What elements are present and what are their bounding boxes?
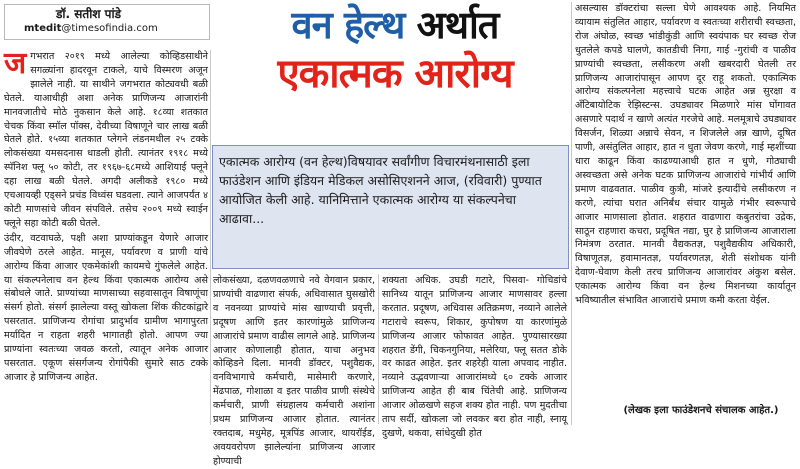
column-1-paragraph-1 (4, 46, 208, 231)
author-email[interactable] (24, 23, 158, 34)
author-name: डॉ. सतीश पांडे (56, 7, 122, 21)
column-3-text: शक्यता अधिक. उघडी गटारे, पिसवा- गोचिडांचे सानिध्य यातून प्राणिजन्य आजार माणसावर हल्ला करतात. प्रदूषण, अधिवास अतिक्रमण, नव्याने आलेले गटाराचे स्वरूप, शिकार, कुपोषण या कारणांमुळे प्राणिजन्य आजार फोफावत आहेत. पुण्यासारख्या शहरात डेंगी, चिकनगुनिया, मलेरिया, फ्लू सतत डोके वर काढत आहेत. इतर शहरेही याला अपवाद नाहीत. नव्याने उद्भवणाऱ्या आजारांमध्ये ६० टक्के आजार प्राणिजन्य आहेत ही बाब चिंतेची आहे. प्राणिजन्य आजार ओळखणे सहज शक्य होत नाही. पण मुदतीचा ताप सर्दी, खोकला जो लवकर बरा होत नाही, स्नायू दुखणे, थकवा, सांधेदुखी होत (382, 275, 567, 439)
author-email-user: mtedit (24, 23, 62, 34)
byline (4, 4, 210, 40)
deck-box (212, 145, 569, 269)
headline-blue-text: वन हेल्थ (291, 3, 405, 47)
headline (215, 2, 575, 100)
column-4-text: असल्यास डॉक्टरांचा सल्ला घेणे आवश्यक आहे. नियमित व्यायाम संतुलित आहार, पर्यावरण व स्वतःच्या शरीराची स्वच्छता, रोज अंघोळ, स्वच्छ भांडीकुंडी आणि स्वयंपाक घर स्वच्छ रोज धुतलेले कपडे घालणे, कातडीची निगा, गाई -गुरांची व पाळीव प्राण्यांची स्वच्छता, लसीकरण अशी खबरदारी घेतली तर प्राणिजन्य आजारांपासून आपण दूर राहू शकतो. एकात्मिक आरोग्य संकल्पनेला महत्त्वाचे घटक आहेत अन्न सुरक्षा व अँटिबायोटिक रेझिस्टन्स. उघड्यावर मिळणारे मांस घोंगावत असणारे पदार्थ न खाणे अत्यंत गरजेचे आहे. मलमूत्राचे उघड्यावर विसर्जन, शिळ्या अन्नाचे सेवन, न शिजलेले अन्न खाणे, दूषित पाणी, असंतुलित आहार, हात न धुता जेवण करणे, गाई म्हशींच्या धारा काढून किंवा काढण्याआधी हात न धुणे, गोठ्याची अस्वच्छता असे अनेक घटक प्राणिजन्य आजारांचे गांभीर्य आणि प्रमाण वाढवतात. पाळीव कुत्री, मांजरे इत्यादींचे लसीकरण न करणे, त्यांचा घरात अनिर्बंध संचार यामुळे गंभीर स्वरूपाचे आजार माणसाला होतात. शहरात वाढणारा कबुतरांचा उद्रेक, साठून राहणारा कचरा, प्रदूषित नद्या, घुर हे प्राणिजन्य आजाराला निमंत्रण ठरतात. मानवी वैद्यकतज्ञ, पशुवैद्यकीय अधिकारी, विषाणूतज्ञ, हवामानतज्ञ, पर्यावरणतज्ञ, शेती संशोधक यांनी देवाण-घेवाण केली तरच प्राणिजन्य आजारांवर अंकुश बसेल. एकात्मक आरोग्य किंवा वन हेल्थ मिशनच्या कार्यातून भविष्यातील संभावित आजारांचे प्रमाण कमी करता येईल. (575, 3, 796, 307)
column-divider (571, 2, 572, 425)
drop-cap: ज (4, 46, 27, 81)
author-email-domain: @timesofindia.com (61, 23, 158, 34)
column-2-text: लोकसंख्या, दळणवळणाचे नवे वेगवान प्रकार, प्राण्यांची वाढणारा संपर्क, अधिवासात घुसखोरी व नवनव्या प्राण्यांचे मांस खाण्याची प्रवृत्ती, प्रदूषण आणि इतर कारणांमुळे प्राणिजन्य आजारांचे प्रमाण वाढीस लागले आहे. प्राणिजन्य आजार कोणालाही होतात, याचा अनुभव कोव्हिडने दिला. मानवी डॉक्टर, पशुवैद्यक, वनविभागाचे कर्मचारी, मासेमारी करणारे, मेंढपाळ, गोशाळा व इतर पाळीव प्राणी संस्थेचे कर्मचारी, प्राणी संग्रहालय कर्मचारी अशांना प्रथम प्राणिजन्य आजार होतात. त्यानंतर रक्तदाब, मधुमेह, मूत्रपिंड आजार, थायरॉईड, अवयवरोपण झालेल्यांना प्राणिजन्य आजार होण्याची (213, 275, 375, 467)
column-divider (378, 274, 379, 424)
column-1-paragraph-2: उंदीर, वटवाघळे, पक्षी अशा प्राण्यांकडून येणारे आजार जीवघेणे ठरले आहेत. मानूस, पर्यावरण व प्राणी यांचे आरोग्य किंवा आजार एकमेकांशी कायमचे गुंफलेले आहेत. या संकल्पनेलाच वन हेल्थ किंवा एकात्मक आरोग्य असे संबोधले जाते. प्राण्यांच्या माणसाच्या सहवासातून विषाणूंचा संसर्ग होतो. संसर्ग झालेल्या वस्तू खोकला शिंक कीटकांद्वारे पसरतात. प्राणिजन्य रोगांचा प्रादुर्भाव ग्रामीण भागापुरता मर्यादित न राहता शहरी भागातही होतो. आपण ज्या प्राण्यांना स्वतःच्या जवळ करतो, त्यातून अनेक आजार पसरतात. एकूण संसर्गजन्य रोगांपैकी सुमारे साठ टक्के आजार हे प्राणिजन्य आहेत. (4, 232, 208, 383)
author-credit-note: (लेखक इला फाउंडेशनचे संचालक आहेत.) (623, 405, 779, 416)
article-column-4 (575, 2, 796, 398)
deck-text: एकात्मक आरोग्य (वन हेल्थ)विषयावर सर्वांगीण विचारमंथनासाठी इला फाउंडेशन आणि इंडियन मेडिकल असोसिएशनने आज, (रविवारी) पुण्यात आयोजित केली आहे. यानिमित्ताने एकात्मक आरोग्य या संकल्पनेचा आढावा... (219, 154, 542, 226)
headline-black-text: अर्थात (416, 3, 499, 47)
article-column-1 (4, 46, 208, 425)
headline-red-text: एकात्मक आरोग्य (277, 51, 513, 97)
headline-line-1 (215, 2, 575, 48)
column-divider (210, 50, 211, 425)
article-column-2 (213, 274, 375, 467)
column-1-text-1: गभरात २०१९ मध्ये आलेल्या कोव्हिडसाथीने सगळ्यांना हादरवून टाकले, याचे विस्मरण अजून झालेले नाही. या साथीने जगभरात कोट्यवधी बळी घेतले. याआधीही अशा अनेक प्राणिजन्य आजारांनी मानवजातीचे मोठे नुकसान केले आहे. १८व्या शतकात चेचक किंवा स्मॉल पॉक्स, देवीच्या विषाणूने चार लाख बळी घेतले होते. १५व्या शतकात प्लेगने लंडनमधील २५ टक्के लोकसंख्या यमसदनास धाडली होती. त्यानंतर १९१८ मध्ये स्पॅनिश फ्लू ५० कोटी, तर १९६७-६८मध्ये आशियाई फ्लूने दहा लाख बळी घेतले. अगदी अलीकडे १९८० मध्ये एचआयव्ही एड्सने प्रचंड विध्वंस घडवला. त्याने आजपर्यंत ४ कोटी माणसांचे जीवन संपविले. तसेच २००९ मध्ये स्वाईन फ्लूने सहा कोटी बळी घेतले. (4, 51, 208, 229)
article-column-3 (382, 274, 567, 439)
